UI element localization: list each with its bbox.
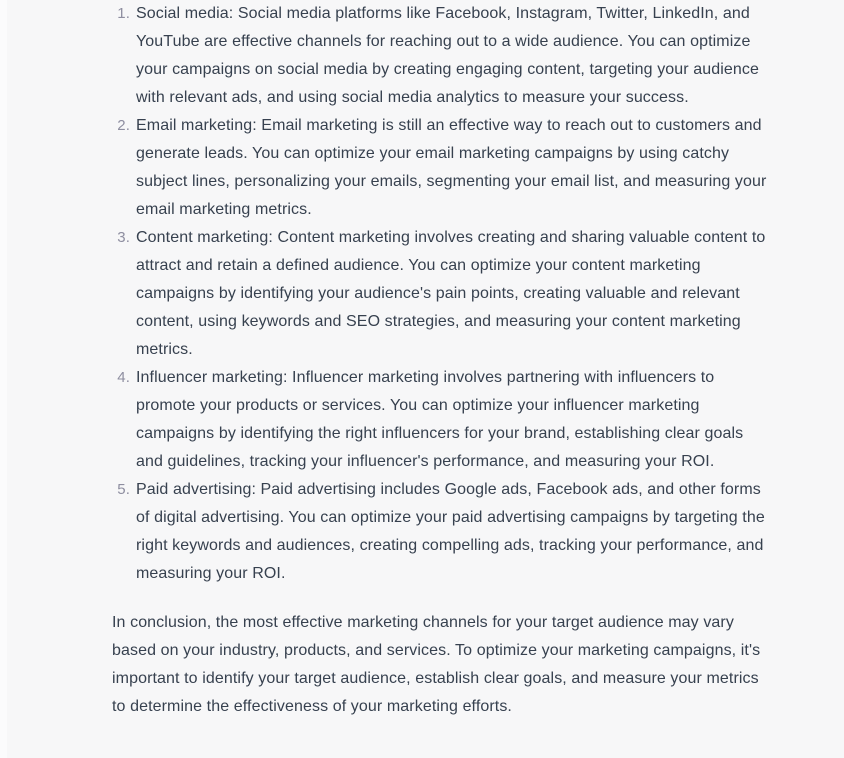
- message-body: [112, 0, 772, 721]
- list-marker: 4.: [117, 369, 130, 386]
- list-item-text: Social media: Social media platforms like Facebook, Instagram, Twitter, LinkedIn, and YouTube are effective channels for reaching out to a wide audience. You can optimize your campaigns on social media by creating engaging content, targeting your audience with relevant ads, and using social media analytics to measure your success.: [136, 5, 760, 106]
- list-item: [112, 364, 772, 476]
- list-item: [112, 0, 772, 112]
- list-item-text: Content marketing: Content marketing involves creating and sharing valuable content to attract and retain a defined audience. You can optimize your content marketing campaigns by identifying your audience's pain points, creating valuable and relevant content, using keywords and SEO strategies, and measuring your content marketing metrics.: [136, 229, 766, 358]
- list-item: [112, 476, 772, 588]
- list-marker: 1.: [117, 5, 130, 22]
- list-item: [112, 112, 772, 224]
- list-marker: 2.: [117, 117, 130, 134]
- list-marker: 3.: [117, 229, 130, 246]
- marketing-channels-ordered-list: [112, 0, 772, 588]
- list-item-text: Email marketing: Email marketing is still an effective way to reach out to customers and generate leads. You can optimize your email marketing campaigns by using catchy subject lines, personalizing your emails, segmenting your email list, and measuring your email marketing metrics.: [136, 117, 767, 218]
- list-marker: 5.: [117, 481, 130, 498]
- list-item-text: Paid advertising: Paid advertising includes Google ads, Facebook ads, and other forms of digital advertising. You can optimize your paid advertising campaigns by targeting the right keywords and audiences, creating compelling ads, tracking your performance, and measuring your ROI.: [136, 481, 765, 582]
- conclusion-paragraph: In conclusion, the most effective marketing channels for your target audience may vary based on your industry, products, and services. To optimize your marketing campaigns, it's important to identify your target audience, establish clear goals, and measure your metrics to determine the effectiveness of your marketing efforts.: [112, 614, 761, 715]
- list-item-text: Influencer marketing: Influencer marketing involves partnering with influencers to promote your products or services. You can optimize your influencer marketing campaigns by identifying the right influencers for your brand, establishing clear goals and guidelines, tracking your influencer's performance, and measuring your ROI.: [136, 369, 744, 470]
- list-item: [112, 224, 772, 364]
